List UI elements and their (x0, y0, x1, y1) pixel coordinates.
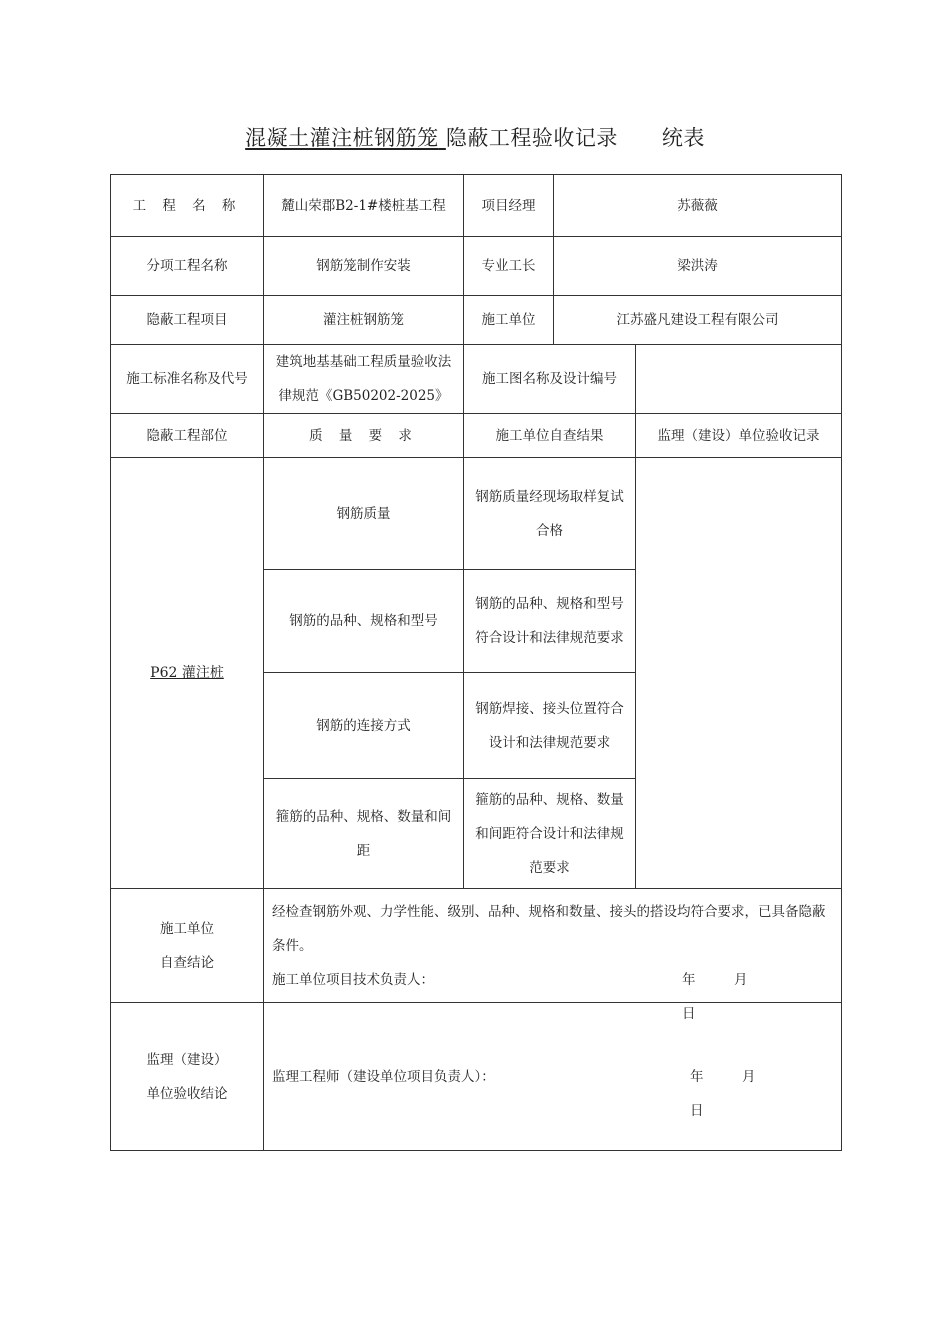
title-part-2: 隐蔽工程验收记录 (445, 126, 618, 150)
project-name-value: 麓山荣郡B2-1#楼桩基工程 (264, 175, 464, 237)
document-title (0, 122, 950, 152)
standard-value: 建筑地基基础工程质量验收法律规范《GB50202-2025》 (264, 345, 464, 414)
location-header: 隐蔽工程部位 (111, 414, 264, 458)
contractor-value: 江苏盛凡建设工程有限公司 (554, 296, 842, 345)
self-check-header: 施工单位自查结果 (464, 414, 636, 458)
date-day: 日 (682, 1005, 696, 1022)
drawing-label: 施工图名称及设计编号 (464, 345, 636, 414)
date-year: 年 (690, 1068, 704, 1085)
subproject-value: 钢筋笼制作安装 (264, 237, 464, 296)
self-conclusion-date (682, 963, 831, 1031)
requirement-1: 钢筋质量 (264, 458, 464, 570)
title-part-3: 统表 (661, 126, 705, 150)
self-conclusion-label-line1: 施工单位 (160, 920, 214, 937)
supervision-conclusion-label-line2: 单位验收结论 (146, 1085, 228, 1102)
result-2: 钢筋的品种、规格和型号符合设计和法律规范要求 (464, 570, 636, 673)
drawing-value (636, 345, 842, 414)
result-3: 钢筋焊接、接头位置符合设计和法律规范要求 (464, 673, 636, 779)
supervision-conclusion-signer: 监理工程师（建设单位项目负责人）： (272, 1068, 495, 1085)
supervision-conclusion-label-line1: 监理（建设） (146, 1051, 228, 1068)
requirement-2: 钢筋的品种、规格和型号 (264, 570, 464, 673)
location-value: P62 灌注桩 (150, 665, 224, 681)
supervision-conclusion-label (111, 1003, 264, 1151)
supervision-header: 监理（建设）单位验收记录 (636, 414, 842, 458)
result-4: 箍筋的品种、规格、数量和间距符合设计和法律规范要求 (464, 779, 636, 889)
date-year: 年 (682, 971, 696, 988)
project-name-label: 工 程 名 称 (111, 175, 264, 237)
self-conclusion-text: 经检查钢筋外观、力学性能、级别、品种、规格和数量、接头的搭设均符合要求，已具备隐蔽条件。 (272, 903, 826, 954)
subproject-label: 分项工程名称 (111, 237, 264, 296)
title-part-1: 混凝土灌注桩钢筋笼 (245, 126, 439, 150)
result-1: 钢筋质量经现场取样复试合格 (464, 458, 636, 570)
date-month: 月 (734, 971, 748, 988)
hidden-item-value: 灌注桩钢筋笼 (264, 296, 464, 345)
date-day: 日 (690, 1102, 704, 1119)
standard-label: 施工标准名称及代号 (111, 345, 264, 414)
project-manager-label: 项目经理 (464, 175, 554, 237)
project-manager-value: 苏薇薇 (554, 175, 842, 237)
self-conclusion-content (264, 889, 842, 1022)
self-conclusion-label (111, 889, 264, 1003)
supervision-record-cell (636, 458, 842, 889)
foreman-label: 专业工长 (464, 237, 554, 296)
supervision-conclusion-date (690, 1060, 831, 1128)
self-conclusion-signer: 施工单位项目技术负责人： (272, 971, 434, 988)
requirement-header: 质 量 要 求 (264, 414, 464, 458)
foreman-value: 梁洪涛 (554, 237, 842, 296)
contractor-label: 施工单位 (464, 296, 554, 345)
date-month: 月 (742, 1068, 756, 1085)
location-cell (111, 458, 264, 889)
acceptance-record-table (110, 174, 842, 1151)
self-conclusion-label-line2: 自查结论 (160, 954, 214, 971)
requirement-4: 箍筋的品种、规格、数量和间距 (264, 779, 464, 889)
requirement-3: 钢筋的连接方式 (264, 673, 464, 779)
hidden-item-label: 隐蔽工程项目 (111, 296, 264, 345)
